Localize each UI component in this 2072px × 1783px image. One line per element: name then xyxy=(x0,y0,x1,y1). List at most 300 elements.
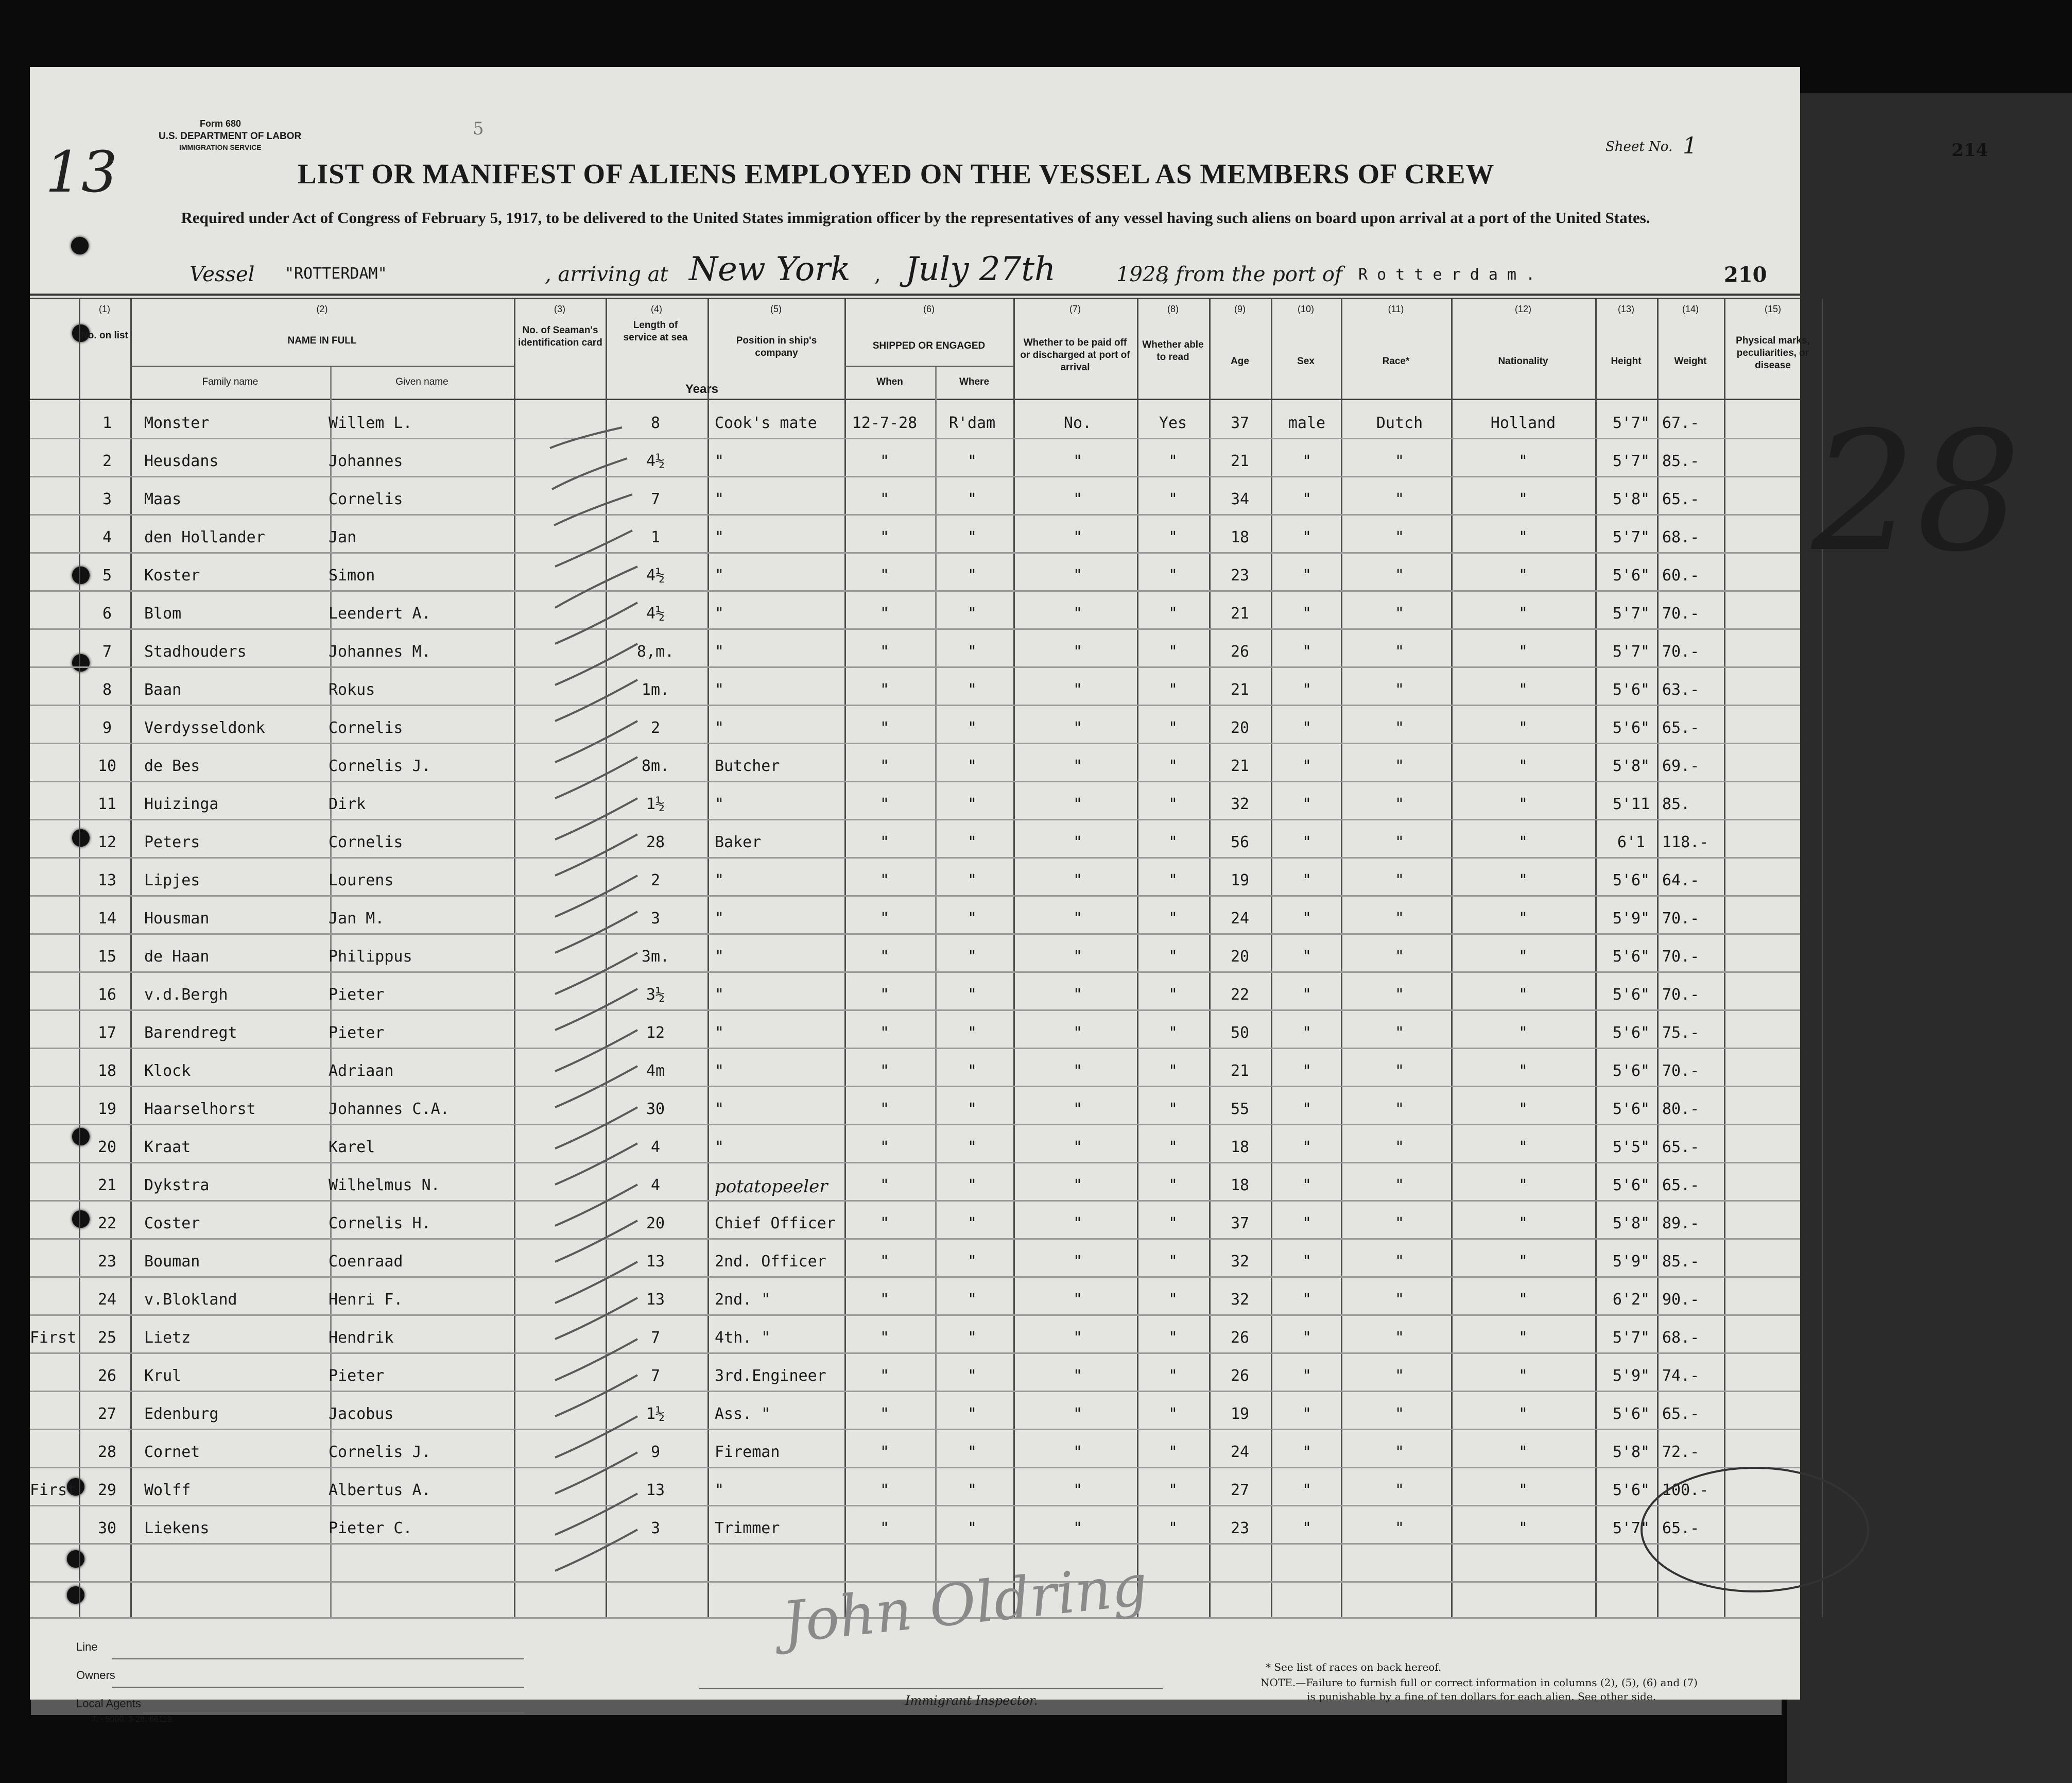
ship-position-cell: " xyxy=(715,1062,724,1080)
weight-cell: 64.- xyxy=(1662,871,1700,889)
engaged-when-cell: " xyxy=(879,871,890,889)
engaged-when-cell: " xyxy=(879,795,890,813)
age-cell: 21 xyxy=(1230,452,1250,470)
service-length-cell: 1 xyxy=(650,528,661,546)
nationality-cell: " xyxy=(1518,681,1528,699)
nationality-cell: " xyxy=(1518,1481,1528,1499)
race-cell: " xyxy=(1394,528,1405,546)
paid-off-cell: " xyxy=(1073,567,1083,585)
age-cell: 37 xyxy=(1230,1214,1250,1232)
crew-row xyxy=(30,1238,1800,1276)
age-cell: 27 xyxy=(1230,1481,1250,1499)
list-number-cell: 21 xyxy=(97,1176,117,1194)
list-number-cell: 22 xyxy=(97,1214,117,1232)
age-cell: 23 xyxy=(1230,1519,1250,1537)
engaged-where-cell: " xyxy=(967,528,977,546)
engaged-when-cell: " xyxy=(879,1176,890,1194)
service-length-cell: 2 xyxy=(650,871,661,889)
height-cell: 5'7" xyxy=(1612,643,1650,661)
height-cell: 5'6" xyxy=(1612,681,1650,699)
sex-cell: " xyxy=(1302,1214,1312,1232)
engaged-when-cell: " xyxy=(879,833,890,851)
weight-cell: 89.- xyxy=(1662,1214,1700,1232)
column-number: (6) xyxy=(923,304,935,314)
sex-cell: " xyxy=(1302,1176,1312,1194)
family-name-cell: Coster xyxy=(144,1214,200,1232)
race-cell: " xyxy=(1394,910,1405,928)
ship-position-cell: " xyxy=(715,681,724,699)
paid-off-cell: " xyxy=(1073,1138,1083,1156)
punch-hole xyxy=(67,1586,84,1604)
family-name-cell: Klock xyxy=(144,1062,191,1080)
engaged-where-cell: " xyxy=(967,1138,977,1156)
engaged-where-cell: " xyxy=(967,1291,977,1309)
nationality-cell: " xyxy=(1518,1253,1528,1271)
signature-rule xyxy=(699,1688,1163,1689)
given-name-cell: Wilhelmus N. xyxy=(329,1176,440,1194)
arrival-port: New York xyxy=(689,250,851,288)
race-cell: " xyxy=(1394,1253,1405,1271)
height-cell: 5'7" xyxy=(1612,605,1650,623)
ship-position-cell: Cook's mate xyxy=(715,414,817,432)
service-length-cell: 9 xyxy=(650,1443,661,1461)
nationality-cell: " xyxy=(1518,605,1528,623)
engaged-where-cell: " xyxy=(967,910,977,928)
paid-off-cell: " xyxy=(1073,1176,1083,1194)
able-to-read-cell: " xyxy=(1168,1024,1178,1042)
engaged-when-cell: " xyxy=(879,1024,890,1042)
nationality-cell: " xyxy=(1518,1214,1528,1232)
paid-off-cell: No. xyxy=(1063,414,1092,432)
able-to-read-cell: " xyxy=(1168,1176,1178,1194)
family-name-cell: Lietz xyxy=(144,1329,191,1347)
column-number: (1) xyxy=(99,304,110,314)
weight-cell: 65.- xyxy=(1662,490,1700,508)
nationality-cell: " xyxy=(1518,567,1528,585)
height-cell: 5'7" xyxy=(1612,452,1650,470)
nationality-cell: " xyxy=(1518,1367,1528,1385)
weight-cell: 60.- xyxy=(1662,567,1700,585)
height-cell: 5'6" xyxy=(1612,948,1650,966)
able-to-read-cell: " xyxy=(1168,986,1178,1004)
header-sex: Sex xyxy=(1297,356,1315,367)
nationality-cell: " xyxy=(1518,1100,1528,1118)
sex-cell: " xyxy=(1302,948,1312,966)
family-name-cell: v.d.Bergh xyxy=(144,986,228,1004)
footnote-penalty-1: NOTE.—Failure to furnish full or correct information in columns (2), (5), (6) and (7) xyxy=(1261,1676,1698,1689)
height-cell: 5'6" xyxy=(1612,1024,1650,1042)
nationality-cell: " xyxy=(1518,1062,1528,1080)
engaged-where-cell: " xyxy=(967,1062,977,1080)
paid-off-cell: " xyxy=(1073,948,1083,966)
engaged-where-cell: " xyxy=(967,986,977,1004)
ship-position-cell: Baker xyxy=(715,833,762,851)
family-name-cell: Liekens xyxy=(144,1519,210,1537)
given-name-cell: Willem L. xyxy=(329,414,412,432)
given-name-cell: Jan M. xyxy=(329,910,385,928)
list-number-cell: 27 xyxy=(97,1405,117,1423)
given-name-cell: Leendert A. xyxy=(329,605,431,623)
ship-position-cell: " xyxy=(715,1100,724,1118)
column-number: (13) xyxy=(1617,304,1634,314)
engaged-when-cell: " xyxy=(879,605,890,623)
height-cell: 5'8" xyxy=(1612,1443,1650,1461)
service-length-cell: 28 xyxy=(646,833,665,851)
engaged-when-cell: " xyxy=(879,910,890,928)
sex-cell: male xyxy=(1288,414,1326,432)
engaged-when-cell: " xyxy=(879,1481,890,1499)
crew-row xyxy=(30,1009,1800,1048)
engaged-where-cell: " xyxy=(967,1481,977,1499)
side-mark: 28 xyxy=(1811,397,2022,588)
list-number-cell: 8 xyxy=(102,681,112,699)
engaged-when-cell: " xyxy=(879,757,890,775)
form-number: Form 680 xyxy=(200,118,241,129)
engaged-when-cell: " xyxy=(879,643,890,661)
height-cell: 5'6" xyxy=(1612,567,1650,585)
given-name-cell: Pieter C. xyxy=(329,1519,412,1537)
nationality-cell: " xyxy=(1518,1519,1528,1537)
given-name-cell: Lourens xyxy=(329,871,394,889)
family-name-cell: Blom xyxy=(144,605,182,623)
race-cell: " xyxy=(1394,1100,1405,1118)
list-number-cell: 15 xyxy=(97,948,117,966)
nationality-cell: Holland xyxy=(1490,414,1556,432)
sheet-number: 1 xyxy=(1683,133,1697,159)
header-weight: Weight xyxy=(1674,356,1707,367)
given-name-cell: Albertus A. xyxy=(329,1481,431,1499)
line-label: Line xyxy=(76,1640,98,1653)
list-number-cell: 3 xyxy=(102,490,112,508)
crew-row xyxy=(30,1200,1800,1238)
weight-cell: 85.- xyxy=(1662,1253,1700,1271)
list-number-cell: 2 xyxy=(102,452,112,470)
age-cell: 32 xyxy=(1230,1291,1250,1309)
header-name: NAME IN FULL xyxy=(287,335,357,346)
paid-off-cell: " xyxy=(1073,605,1083,623)
able-to-read-cell: " xyxy=(1168,719,1178,737)
list-number-cell: 29 xyxy=(97,1481,117,1499)
service-length-cell: 20 xyxy=(646,1214,665,1232)
nationality-cell: " xyxy=(1518,948,1528,966)
family-name-cell: Haarselhorst xyxy=(144,1100,256,1118)
ship-position-cell: " xyxy=(715,643,724,661)
weight-cell: 70.- xyxy=(1662,948,1700,966)
margin-note: First xyxy=(30,1481,77,1499)
engaged-where-cell: " xyxy=(967,948,977,966)
header-position: Position in ship's company xyxy=(736,335,817,358)
weight-cell: 100.- xyxy=(1662,1481,1709,1499)
ship-position-cell: " xyxy=(715,605,724,623)
height-cell: 5'7" xyxy=(1612,414,1650,432)
race-cell: " xyxy=(1394,1481,1405,1499)
list-number-cell: 30 xyxy=(97,1519,117,1537)
paid-off-cell: " xyxy=(1073,833,1083,851)
column-number: (3) xyxy=(554,304,565,314)
column-number: (12) xyxy=(1514,304,1531,314)
shipped-subrule xyxy=(844,366,1013,367)
header-no: No. on list xyxy=(81,330,128,341)
paid-off-cell: " xyxy=(1073,871,1083,889)
age-cell: 34 xyxy=(1230,490,1250,508)
service-length-cell: 7 xyxy=(650,490,661,508)
race-cell: " xyxy=(1394,1443,1405,1461)
header-marks: Physical marks, peculiarities, or disease xyxy=(1736,335,1810,371)
race-cell: " xyxy=(1394,719,1405,737)
background-dark-edge xyxy=(1787,93,2072,1783)
given-name-cell: Coenraad xyxy=(329,1253,403,1271)
given-name-cell: Cornelis J. xyxy=(329,757,431,775)
service-length-cell: 2 xyxy=(650,719,661,737)
list-number-cell: 17 xyxy=(97,1024,117,1042)
given-name-cell: Cornelis xyxy=(329,833,403,851)
nationality-cell: " xyxy=(1518,1329,1528,1347)
height-cell: 5'9" xyxy=(1612,1253,1650,1271)
crew-row xyxy=(30,438,1800,476)
race-cell: " xyxy=(1394,986,1405,1004)
crew-row xyxy=(30,666,1800,705)
ship-position-cell: Fireman xyxy=(715,1443,780,1461)
able-to-read-cell: " xyxy=(1168,910,1178,928)
race-cell: " xyxy=(1394,567,1405,585)
race-cell: " xyxy=(1394,757,1405,775)
list-number-cell: 20 xyxy=(97,1138,117,1156)
given-name-cell: Pieter xyxy=(329,1024,385,1042)
service-length-cell: 3½ xyxy=(646,986,665,1004)
nationality-cell: " xyxy=(1518,1443,1528,1461)
able-to-read-cell: " xyxy=(1168,490,1178,508)
given-name-cell: Pieter xyxy=(329,986,385,1004)
list-number-cell: 23 xyxy=(97,1253,117,1271)
sex-cell: " xyxy=(1302,986,1312,1004)
engaged-when-cell: " xyxy=(879,1367,890,1385)
sex-cell: " xyxy=(1302,910,1312,928)
print-code: T. - 5000. 3-28. 66119. xyxy=(92,1715,174,1724)
race-cell: " xyxy=(1394,1519,1405,1537)
circle-annotation xyxy=(1636,1458,1801,1602)
race-cell: " xyxy=(1394,1062,1405,1080)
age-cell: 18 xyxy=(1230,528,1250,546)
age-cell: 19 xyxy=(1230,1405,1250,1423)
engaged-where-cell: " xyxy=(967,490,977,508)
sex-cell: " xyxy=(1302,643,1312,661)
nationality-cell: " xyxy=(1518,871,1528,889)
height-cell: 5'6" xyxy=(1612,1062,1650,1080)
ship-position-cell: " xyxy=(715,490,724,508)
column-number: (15) xyxy=(1764,304,1781,314)
crew-row xyxy=(30,743,1800,781)
race-cell: " xyxy=(1394,948,1405,966)
able-to-read-cell: " xyxy=(1168,1519,1178,1537)
list-number-cell: 16 xyxy=(97,986,117,1004)
engaged-where-cell: " xyxy=(967,452,977,470)
column-number: (8) xyxy=(1167,304,1179,314)
engaged-when-cell: " xyxy=(879,986,890,1004)
nationality-cell: " xyxy=(1518,986,1528,1004)
weight-cell: 65.- xyxy=(1662,1138,1700,1156)
nationality-cell: " xyxy=(1518,452,1528,470)
height-cell: 5'8" xyxy=(1612,757,1650,775)
able-to-read-cell: " xyxy=(1168,1481,1178,1499)
engaged-when-cell: " xyxy=(879,1291,890,1309)
age-cell: 20 xyxy=(1230,948,1250,966)
engaged-when-cell: " xyxy=(879,1329,890,1347)
header-service: Length of service at sea xyxy=(623,320,688,343)
race-cell: Dutch xyxy=(1376,414,1423,432)
crew-row xyxy=(30,1391,1800,1429)
race-cell: " xyxy=(1394,1176,1405,1194)
service-length-cell: 3 xyxy=(650,1519,661,1537)
given-name-cell: Karel xyxy=(329,1138,375,1156)
nationality-cell: " xyxy=(1518,1176,1528,1194)
weight-cell: 118.- xyxy=(1662,833,1709,851)
engaged-where-cell: " xyxy=(967,605,977,623)
ship-position-cell: 4th. " xyxy=(715,1329,771,1347)
small-mark: 5 xyxy=(473,118,484,139)
age-cell: 23 xyxy=(1230,567,1250,585)
footnote-penalty-2: is punishable by a fine of ten dollars for each alien. See other side. xyxy=(1307,1690,1656,1703)
department: U.S. DEPARTMENT OF LABOR xyxy=(159,131,302,142)
able-to-read-cell: " xyxy=(1168,452,1178,470)
given-name-cell: Pieter xyxy=(329,1367,385,1385)
paid-off-cell: " xyxy=(1073,1100,1083,1118)
paid-off-cell: " xyxy=(1073,681,1083,699)
race-cell: " xyxy=(1394,1405,1405,1423)
crew-row xyxy=(30,857,1800,895)
family-name-cell: Peters xyxy=(144,833,200,851)
engaged-when-cell: " xyxy=(879,719,890,737)
age-cell: 26 xyxy=(1230,1329,1250,1347)
header-when: When xyxy=(876,376,903,387)
crew-row xyxy=(30,514,1800,552)
service: IMMIGRATION SERVICE xyxy=(179,143,262,151)
engaged-where-cell: " xyxy=(967,1443,977,1461)
weight-cell: 70.- xyxy=(1662,910,1700,928)
family-name-cell: Krul xyxy=(144,1367,182,1385)
age-cell: 21 xyxy=(1230,681,1250,699)
sex-cell: " xyxy=(1302,605,1312,623)
service-length-cell: 13 xyxy=(646,1253,665,1271)
service-length-cell: 13 xyxy=(646,1481,665,1499)
family-name-cell: Dykstra xyxy=(144,1176,210,1194)
age-cell: 26 xyxy=(1230,1367,1250,1385)
engaged-where-cell: R'dam xyxy=(948,414,996,432)
ship-position-cell: Butcher xyxy=(715,757,780,775)
able-to-read-cell: " xyxy=(1168,795,1178,813)
given-name-cell: Jan xyxy=(329,528,357,546)
sex-cell: " xyxy=(1302,1253,1312,1271)
family-name-cell: Cornet xyxy=(144,1443,200,1461)
sex-cell: " xyxy=(1302,1519,1312,1537)
paid-off-cell: " xyxy=(1073,490,1083,508)
crew-row xyxy=(30,781,1800,819)
service-length-cell: 30 xyxy=(646,1100,665,1118)
engaged-where-cell: " xyxy=(967,681,977,699)
punch-hole xyxy=(71,237,89,254)
height-cell: 6'1 xyxy=(1617,833,1646,851)
age-cell: 32 xyxy=(1230,795,1250,813)
inspector-label: Immigrant Inspector. xyxy=(905,1693,1038,1708)
engaged-when-cell: " xyxy=(879,681,890,699)
ship-position-cell: potatopeeler xyxy=(715,1176,828,1197)
family-name-cell: Stadhouders xyxy=(144,643,247,661)
service-length-cell: 7 xyxy=(650,1367,661,1385)
family-name-cell: Wolff xyxy=(144,1481,191,1499)
ship-position-cell: " xyxy=(715,986,724,1004)
arrival-date: July 27th xyxy=(905,250,1056,288)
weight-cell: 70.- xyxy=(1662,986,1700,1004)
header-years: Years xyxy=(685,382,719,396)
weight-cell: 68.- xyxy=(1662,528,1700,546)
engaged-when-cell: " xyxy=(879,528,890,546)
crew-row xyxy=(30,1314,1800,1352)
sex-cell: " xyxy=(1302,871,1312,889)
weight-cell: 65.- xyxy=(1662,1176,1700,1194)
able-to-read-cell: " xyxy=(1168,1214,1178,1232)
vessel-name: "ROTTERDAM" xyxy=(285,265,387,283)
race-cell: " xyxy=(1394,452,1405,470)
age-cell: 24 xyxy=(1230,1443,1250,1461)
service-length-cell: 1m. xyxy=(641,681,670,699)
header-where: Where xyxy=(959,376,990,387)
crew-row xyxy=(30,1086,1800,1124)
family-name-cell: Housman xyxy=(144,910,210,928)
race-cell: " xyxy=(1394,1329,1405,1347)
nationality-cell: " xyxy=(1518,643,1528,661)
ship-position-cell: 2nd. " xyxy=(715,1291,771,1309)
engaged-where-cell: " xyxy=(967,1519,977,1537)
column-number: (7) xyxy=(1069,304,1081,314)
age-cell: 19 xyxy=(1230,871,1250,889)
engaged-where-cell: " xyxy=(967,1367,977,1385)
engaged-when-cell: " xyxy=(879,452,890,470)
footer-rule xyxy=(112,1658,524,1659)
age-cell: 24 xyxy=(1230,910,1250,928)
sex-cell: " xyxy=(1302,833,1312,851)
engaged-when-cell: 12-7-28 xyxy=(852,414,918,432)
given-name-cell: Johannes M. xyxy=(329,643,431,661)
crew-row xyxy=(30,705,1800,743)
given-name-cell: Henri F. xyxy=(329,1291,403,1309)
footer-rule xyxy=(112,1687,524,1688)
able-to-read-cell: " xyxy=(1168,871,1178,889)
list-number-cell: 28 xyxy=(97,1443,117,1461)
age-cell: 37 xyxy=(1230,414,1250,432)
corner-mark: 13 xyxy=(45,139,117,205)
service-length-cell: 12 xyxy=(646,1024,665,1042)
ship-position-cell: " xyxy=(715,1481,724,1499)
age-cell: 32 xyxy=(1230,1253,1250,1271)
page-number: 214 xyxy=(1952,140,1988,161)
given-name-cell: Cornelis J. xyxy=(329,1443,431,1461)
able-to-read-cell: " xyxy=(1168,605,1178,623)
ship-position-cell: " xyxy=(715,1138,724,1156)
service-length-cell: 4½ xyxy=(646,605,665,623)
given-name-cell: Simon xyxy=(329,567,375,585)
weight-cell: 90.- xyxy=(1662,1291,1700,1309)
header-height: Height xyxy=(1611,356,1642,367)
nationality-cell: " xyxy=(1518,910,1528,928)
age-cell: 18 xyxy=(1230,1138,1250,1156)
engaged-where-cell: " xyxy=(967,1329,977,1347)
able-to-read-cell: " xyxy=(1168,948,1178,966)
weight-cell: 65.- xyxy=(1662,719,1700,737)
nationality-cell: " xyxy=(1518,719,1528,737)
ship-position-cell: 2nd. Officer xyxy=(715,1253,826,1271)
margin-note: First xyxy=(30,1329,77,1347)
weight-cell: 85.- xyxy=(1662,452,1700,470)
paid-off-cell: " xyxy=(1073,757,1083,775)
